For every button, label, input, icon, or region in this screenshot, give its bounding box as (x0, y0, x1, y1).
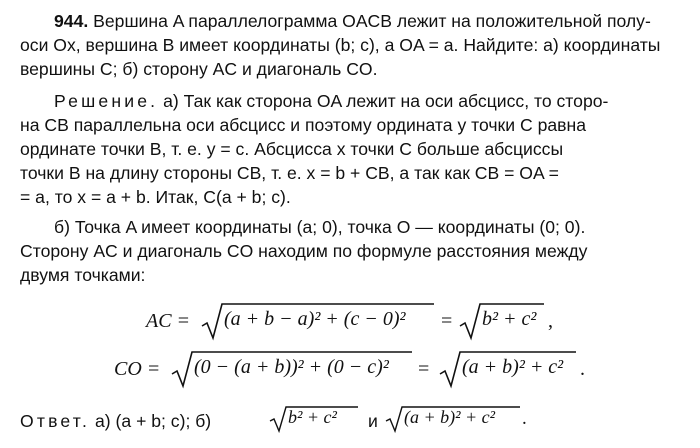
sqrt-sign (460, 302, 544, 342)
problem-line-1 (54, 10, 651, 32)
solution-line-4: точки B на длину стороны CB, т. е. x = b + CB, а так как CB = OA = (20, 163, 559, 183)
solution-line-5: = a, то x = a + b. Итак, C(a + b; c). (20, 187, 291, 207)
formula-co-lhs: CO = (114, 358, 161, 380)
formula-co-radicand-2: (a + b)² + c² (462, 356, 564, 378)
formula-co-radicand-1: (0 − (a + b))² + (0 − c)² (194, 356, 389, 378)
answer-line (20, 410, 211, 440)
sqrt-sign (202, 302, 434, 342)
formula-co-period: . (580, 358, 585, 380)
solution-line-7: Сторону AC и диагональ CO находим по формуле расстояния между (20, 241, 588, 261)
answer-label: Ответ. (20, 411, 91, 431)
answer-radicand-2: (a + b)² + c² (404, 407, 496, 427)
solution-line-2: на CB параллельна оси абсцисс и поэтому ордината y точки C равна (20, 115, 586, 135)
sqrt-sign (172, 350, 412, 390)
formula-ac (0, 302, 700, 346)
answer-radicand-1: b² + c² (288, 407, 337, 427)
solution-line-1 (54, 90, 608, 112)
problem-line-2: оси Ox, вершина B имеет координаты (b; c), а OA = a. Найдите: а) координаты (20, 35, 661, 55)
formula-ac-equals: = (441, 310, 453, 332)
problem-text-1: Вершина A параллелограмма OACB лежит на положительной полу- (93, 11, 651, 31)
formula-ac-comma: , (548, 310, 553, 332)
solution-line-6: б) Точка A имеет координаты (a; 0), точка O — координаты (0; 0). (54, 217, 586, 237)
formula-ac-radicand-1: (a + b − a)² + (c − 0)² (224, 308, 406, 330)
solution-line-8: двумя точками: (20, 265, 146, 285)
solution-label: Решение. (54, 91, 159, 111)
formula-ac-radicand-2: b² + c² (482, 308, 537, 330)
solution-text-1: а) Так как сторона OA лежит на оси абсцисс, то сторо- (163, 91, 609, 111)
sqrt-sign (440, 350, 576, 390)
sqrt-sign (270, 406, 358, 432)
formula-ac-lhs: AC = (146, 310, 191, 332)
answer-part-a: а) (a + b; c); б) (95, 411, 212, 431)
formula-co (0, 350, 700, 394)
problem-number: 944. (54, 11, 89, 31)
solution-line-3: ординате точки B, т. е. y = c. Абсцисса x точки C больше абсциссы (20, 139, 564, 159)
sqrt-sign (386, 406, 520, 432)
formula-co-equals: = (418, 358, 430, 380)
answer-conjunction: и (368, 411, 378, 431)
answer-period: . (522, 408, 527, 429)
problem-line-3: вершины C; б) сторону AC и диагональ CO. (20, 59, 378, 79)
